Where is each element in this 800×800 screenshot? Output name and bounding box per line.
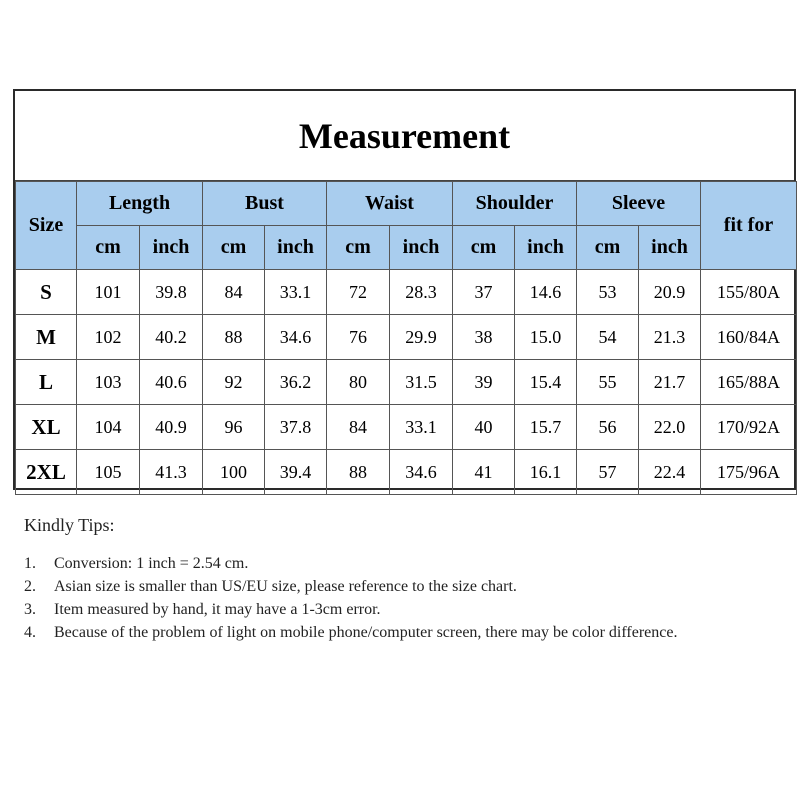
measure-cell: 100 [203, 450, 265, 495]
unit-cm: cm [327, 226, 390, 270]
measure-cell: 84 [203, 270, 265, 315]
measure-cell: 37 [453, 270, 515, 315]
measure-cell: 31.5 [390, 360, 453, 405]
measure-cell: 39.8 [140, 270, 203, 315]
measure-cell: 101 [77, 270, 140, 315]
measure-cell: 105 [77, 450, 140, 495]
measure-cell: 28.3 [390, 270, 453, 315]
measure-cell: 21.3 [639, 315, 701, 360]
measure-cell: 55 [577, 360, 639, 405]
measure-cell: 92 [203, 360, 265, 405]
tip-number: 3. [24, 601, 36, 618]
measure-cell: 14.6 [515, 270, 577, 315]
unit-inch: inch [639, 226, 701, 270]
measure-cell: 40.2 [140, 315, 203, 360]
tip-text: Item measured by hand, it may have a 1-3cm error. [54, 601, 381, 618]
size-table [15, 181, 797, 495]
fit-cell: 165/88A [701, 360, 797, 405]
measure-cell: 22.4 [639, 450, 701, 495]
tip-number: 2. [24, 578, 36, 595]
unit-cm: cm [577, 226, 639, 270]
measure-cell: 15.7 [515, 405, 577, 450]
tip-text: Asian size is smaller than US/EU size, please reference to the size chart. [54, 578, 517, 595]
measure-cell: 53 [577, 270, 639, 315]
measure-cell: 21.7 [639, 360, 701, 405]
measure-cell: 20.9 [639, 270, 701, 315]
measure-cell: 103 [77, 360, 140, 405]
measure-cell: 34.6 [390, 450, 453, 495]
measure-cell: 96 [203, 405, 265, 450]
measure-cell: 15.4 [515, 360, 577, 405]
group-header-length: Length [77, 182, 203, 226]
header-row-groups [16, 182, 797, 226]
measure-cell: 40.9 [140, 405, 203, 450]
measure-cell: 104 [77, 405, 140, 450]
size-chart [13, 89, 796, 490]
table-row [16, 450, 797, 495]
measure-cell: 39 [453, 360, 515, 405]
unit-inch: inch [515, 226, 577, 270]
group-header-waist: Waist [327, 182, 453, 226]
fit-cell: 155/80A [701, 270, 797, 315]
chart-title: Measurement [15, 91, 794, 181]
unit-inch: inch [140, 226, 203, 270]
tip-item [24, 621, 784, 644]
tip-item [24, 598, 784, 621]
measure-cell: 88 [203, 315, 265, 360]
unit-inch: inch [390, 226, 453, 270]
tips-title: Kindly Tips: [24, 515, 115, 535]
tip-text: Because of the problem of light on mobile phone/computer screen, there may be color difference. [54, 624, 678, 641]
tip-item [24, 575, 784, 598]
fit-header: fit for [701, 182, 797, 270]
size-cell: M [16, 315, 77, 360]
tip-number: 1. [24, 555, 36, 572]
measure-cell: 40 [453, 405, 515, 450]
fit-cell: 170/92A [701, 405, 797, 450]
measure-cell: 39.4 [265, 450, 327, 495]
kindly-tips [24, 515, 784, 644]
fit-cell: 160/84A [701, 315, 797, 360]
unit-cm: cm [453, 226, 515, 270]
unit-cm: cm [203, 226, 265, 270]
measure-cell: 15.0 [515, 315, 577, 360]
tip-number: 4. [24, 624, 36, 641]
unit-cm: cm [77, 226, 140, 270]
measure-cell: 36.2 [265, 360, 327, 405]
size-header: Size [16, 182, 77, 270]
table-row [16, 270, 797, 315]
measure-cell: 37.8 [265, 405, 327, 450]
measure-cell: 80 [327, 360, 390, 405]
measure-cell: 88 [327, 450, 390, 495]
group-header-shoulder: Shoulder [453, 182, 577, 226]
unit-inch: inch [265, 226, 327, 270]
measure-cell: 29.9 [390, 315, 453, 360]
size-cell: S [16, 270, 77, 315]
measure-cell: 40.6 [140, 360, 203, 405]
measure-cell: 34.6 [265, 315, 327, 360]
size-cell: L [16, 360, 77, 405]
measure-cell: 72 [327, 270, 390, 315]
measure-cell: 16.1 [515, 450, 577, 495]
size-cell: XL [16, 405, 77, 450]
table-body [16, 270, 797, 495]
measure-cell: 54 [577, 315, 639, 360]
measure-cell: 33.1 [265, 270, 327, 315]
group-header-bust: Bust [203, 182, 327, 226]
fit-cell: 175/96A [701, 450, 797, 495]
tip-item [24, 552, 784, 575]
table-row [16, 405, 797, 450]
measure-cell: 22.0 [639, 405, 701, 450]
table-row [16, 360, 797, 405]
size-cell: 2XL [16, 450, 77, 495]
measure-cell: 38 [453, 315, 515, 360]
measure-cell: 41 [453, 450, 515, 495]
tips-list [24, 552, 784, 644]
table-row [16, 315, 797, 360]
measure-cell: 76 [327, 315, 390, 360]
measure-cell: 102 [77, 315, 140, 360]
tip-text: Conversion: 1 inch = 2.54 cm. [54, 555, 249, 572]
measure-cell: 84 [327, 405, 390, 450]
measure-cell: 56 [577, 405, 639, 450]
measure-cell: 41.3 [140, 450, 203, 495]
measure-cell: 57 [577, 450, 639, 495]
header-row-units [16, 226, 797, 270]
group-header-sleeve: Sleeve [577, 182, 701, 226]
measure-cell: 33.1 [390, 405, 453, 450]
